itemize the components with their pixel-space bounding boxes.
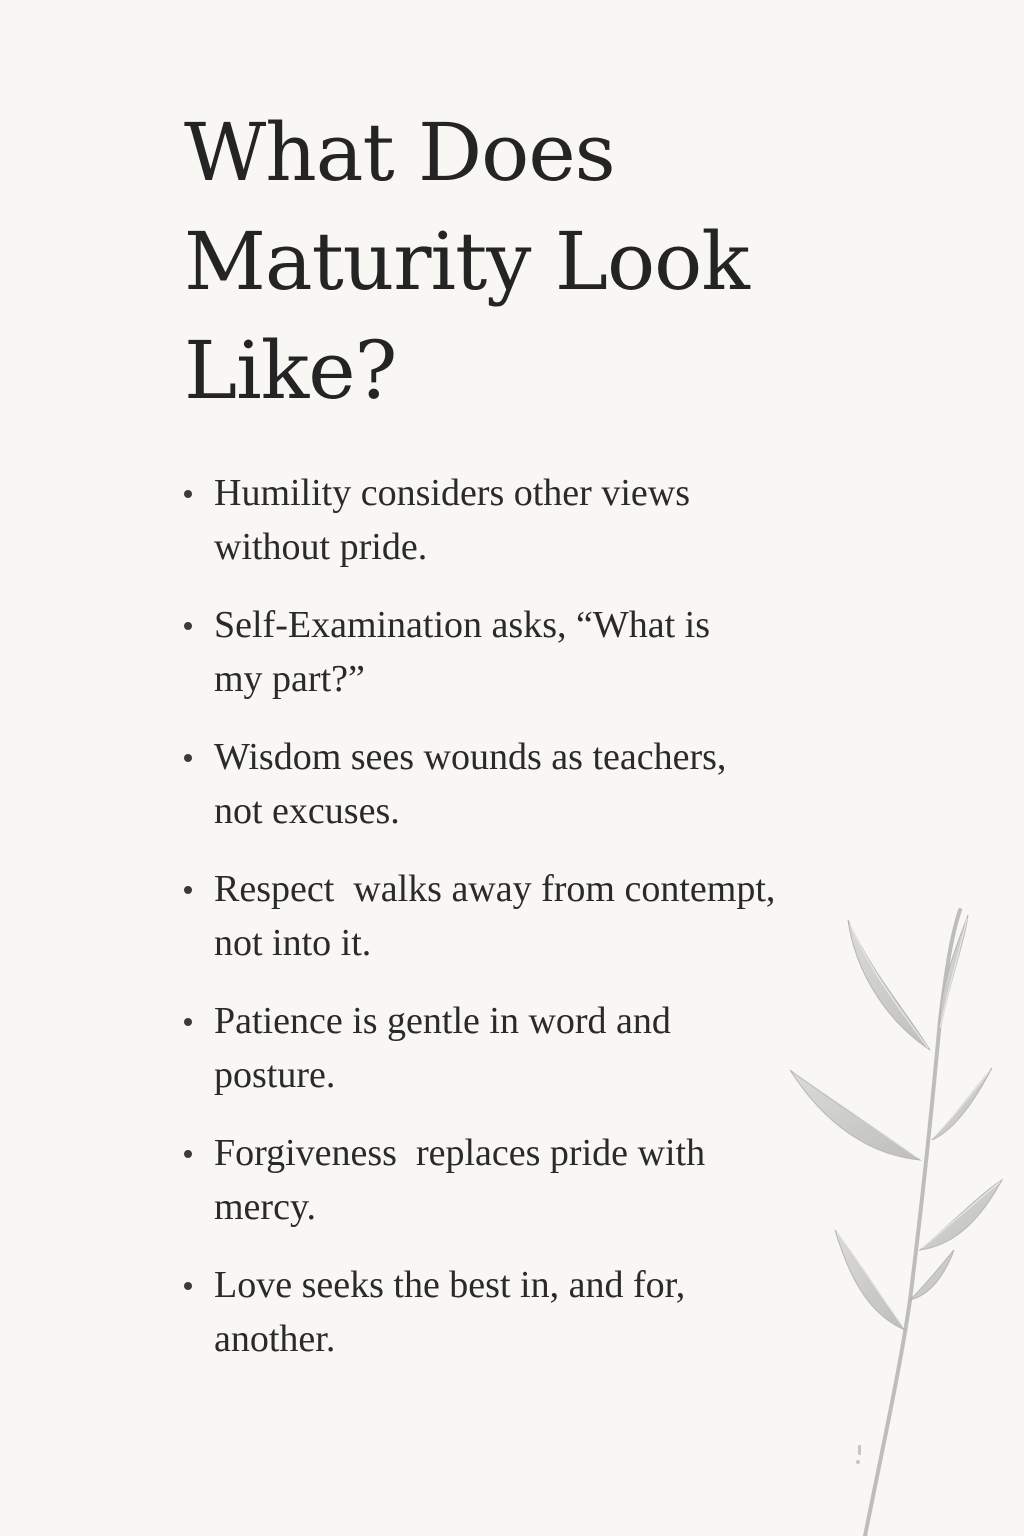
list-item-line: Patience is gentle in word and bbox=[214, 1000, 671, 1042]
list-item-self-examination bbox=[184, 598, 884, 706]
bullet-icon bbox=[184, 1282, 192, 1290]
title-line-1: What Does bbox=[184, 106, 615, 199]
list-item-humility bbox=[184, 466, 884, 574]
list-item-wisdom bbox=[184, 730, 884, 838]
title-line-3: Like? bbox=[184, 324, 397, 417]
list-item-line: Love seeks the best in, and for, bbox=[214, 1264, 686, 1306]
bullet-icon bbox=[184, 1150, 192, 1158]
list-item-line: posture. bbox=[214, 1054, 336, 1096]
list-item-text bbox=[214, 598, 884, 706]
list-item-line: Wisdom sees wounds as teachers, bbox=[214, 736, 727, 778]
bullet-icon bbox=[184, 490, 192, 498]
list-item-text bbox=[214, 730, 884, 838]
bullet-icon bbox=[184, 754, 192, 762]
list-item-line: Self-Examination asks, “What is bbox=[214, 604, 710, 646]
list-item-text bbox=[214, 466, 884, 574]
watercolor-leaf-branch-icon bbox=[770, 900, 1024, 1536]
page-title bbox=[184, 98, 904, 425]
list-item-line: my part?” bbox=[214, 658, 365, 700]
list-item-line: Humility considers other views bbox=[214, 472, 690, 514]
list-item-line: Forgiveness replaces pride with bbox=[214, 1132, 706, 1174]
bullet-icon bbox=[184, 1018, 192, 1026]
list-item-line: another. bbox=[214, 1318, 336, 1360]
list-item-line: mercy. bbox=[214, 1186, 316, 1228]
list-item-line: without pride. bbox=[214, 526, 428, 568]
title-line-2: Maturity Look bbox=[184, 215, 749, 308]
bullet-icon bbox=[184, 886, 192, 894]
list-item-line: not excuses. bbox=[214, 790, 400, 832]
bullet-icon bbox=[184, 622, 192, 630]
list-item-line: not into it. bbox=[214, 922, 372, 964]
list-item-line: Respect walks away from contempt, bbox=[214, 868, 776, 910]
